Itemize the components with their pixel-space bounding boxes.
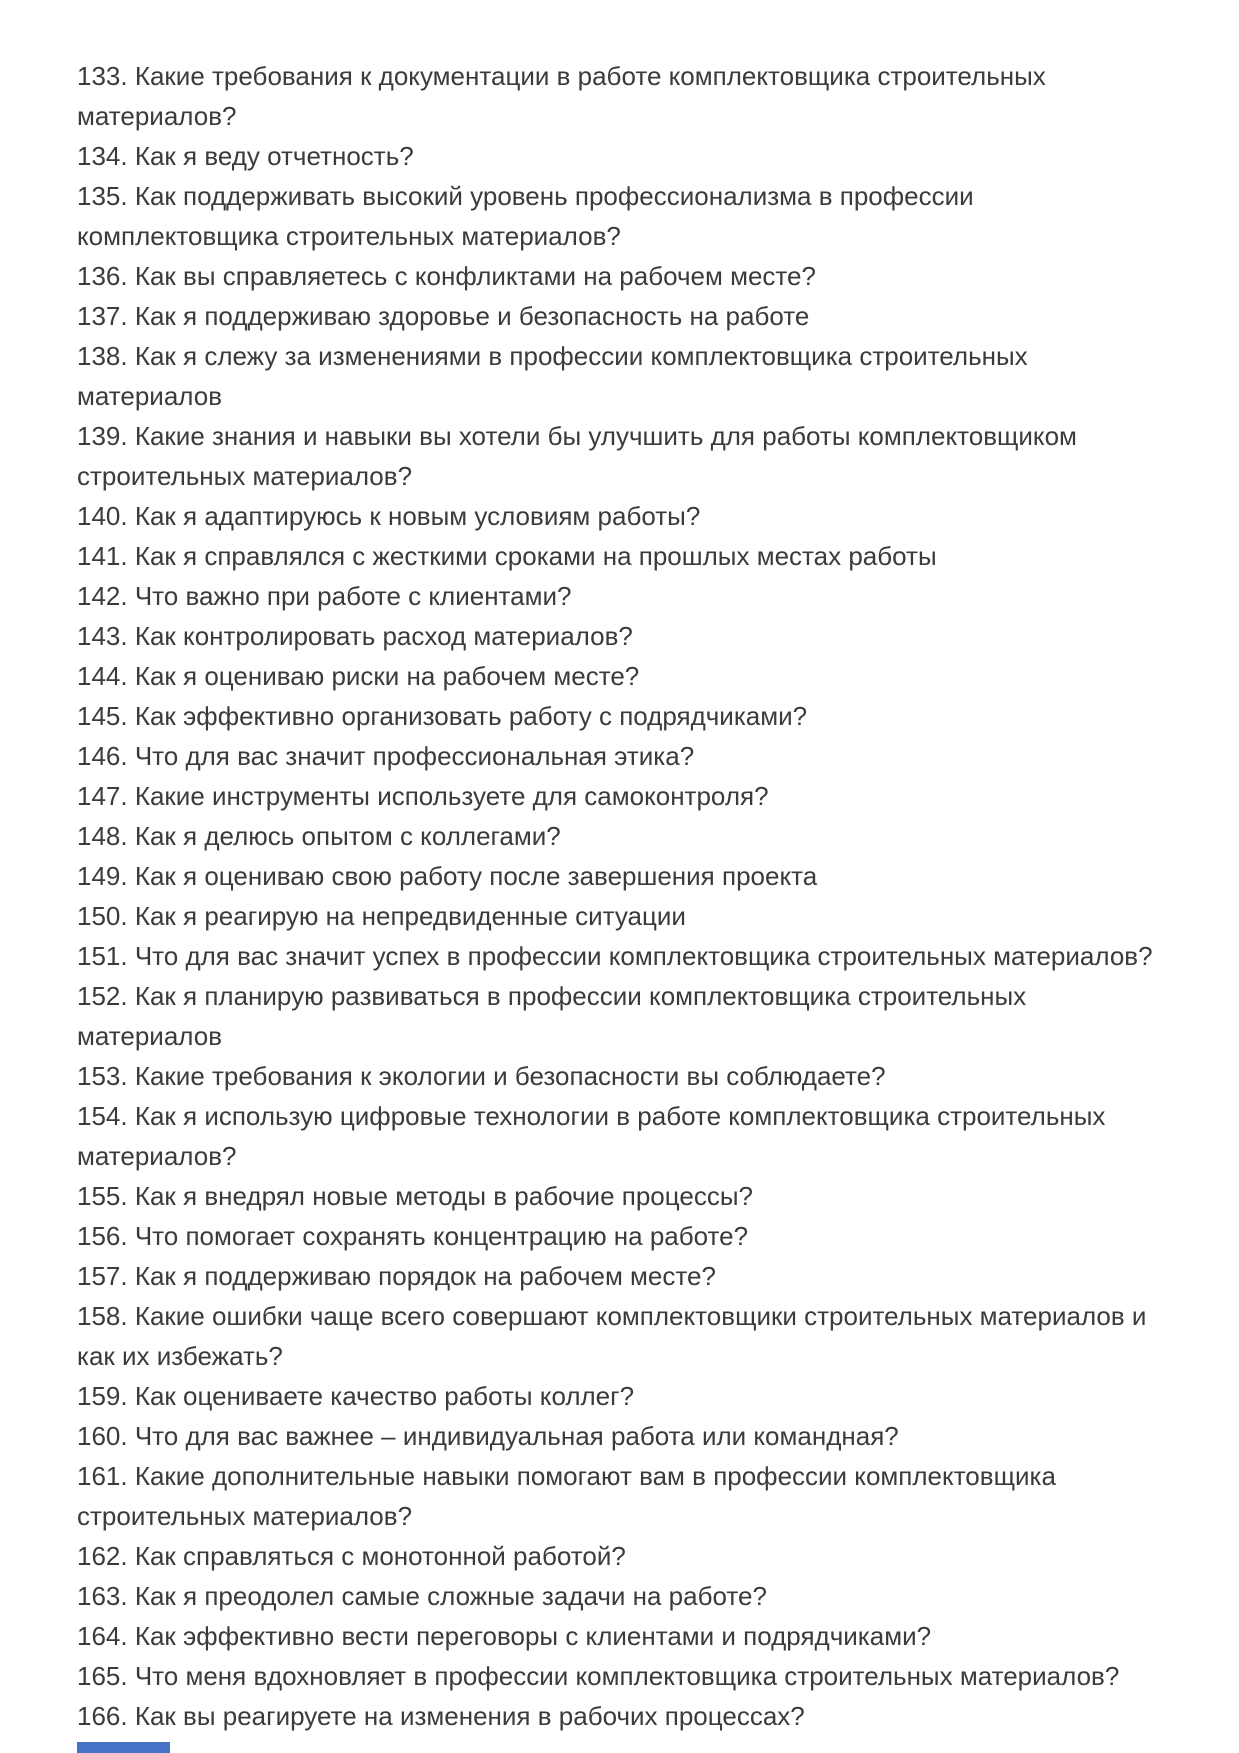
question-item: 133. Какие требования к документации в работе комплектовщика строительных материалов?: [77, 61, 1046, 131]
question-item: 144. Как я оцениваю риски на рабочем месте?: [77, 661, 640, 691]
question-item: 135. Как поддерживать высокий уровень профессионализма в профессии комплектовщика строительных материалов?: [77, 181, 974, 251]
question-item: 148. Как я делюсь опытом с коллегами?: [77, 821, 561, 851]
partial-blue-bar: [77, 1742, 170, 1753]
question-item: 149. Как я оцениваю свою работу после завершения проекта: [77, 861, 818, 891]
question-item: 150. Как я реагирую на непредвиденные ситуации: [77, 901, 686, 931]
question-item: 153. Какие требования к экологии и безопасности вы соблюдаете?: [77, 1061, 886, 1091]
question-item: 157. Как я поддерживаю порядок на рабочем месте?: [77, 1261, 716, 1291]
question-item: 145. Как эффективно организовать работу с подрядчиками?: [77, 701, 808, 731]
question-item: 138. Как я слежу за изменениями в профессии комплектовщика строительных материалов: [77, 341, 1028, 411]
question-item: 140. Как я адаптируюсь к новым условиям работы?: [77, 501, 701, 531]
question-item: 142. Что важно при работе с клиентами?: [77, 581, 572, 611]
question-item: 160. Что для вас важнее – индивидуальная работа или командная?: [77, 1421, 899, 1451]
question-list: [77, 56, 1169, 1736]
question-item: 162. Как справляться с монотонной работой?: [77, 1541, 626, 1571]
question-item: 163. Как я преодолел самые сложные задачи на работе?: [77, 1581, 767, 1611]
question-item: 155. Как я внедрял новые методы в рабочие процессы?: [77, 1181, 753, 1211]
question-item: 166. Как вы реагируете на изменения в рабочих процессах?: [77, 1701, 805, 1731]
question-item: 143. Как контролировать расход материалов?: [77, 621, 633, 651]
question-item: 164. Как эффективно вести переговоры с клиентами и подрядчиками?: [77, 1621, 932, 1651]
question-item: 139. Какие знания и навыки вы хотели бы улучшить для работы комплектовщиком строительных материалов?: [77, 421, 1077, 491]
question-item: 141. Как я справлялся с жесткими сроками на прошлых местах работы: [77, 541, 937, 571]
question-item: 156. Что помогает сохранять концентрацию на работе?: [77, 1221, 749, 1251]
question-item: 158. Какие ошибки чаще всего совершают комплектовщики строительных материалов и как их избежать?: [77, 1301, 1147, 1371]
question-item: 137. Как я поддерживаю здоровье и безопасность на работе: [77, 301, 810, 331]
document-page: [77, 56, 1169, 1736]
question-item: 151. Что для вас значит успех в профессии комплектовщика строительных материалов?: [77, 941, 1153, 971]
question-item: 146. Что для вас значит профессиональная этика?: [77, 741, 695, 771]
question-item: 161. Какие дополнительные навыки помогают вам в профессии комплектовщика строительных материалов?: [77, 1461, 1056, 1531]
question-item: 136. Как вы справляетесь с конфликтами на рабочем месте?: [77, 261, 816, 291]
question-item: 159. Как оцениваете качество работы коллег?: [77, 1381, 635, 1411]
question-item: 134. Как я веду отчетность?: [77, 141, 414, 171]
question-item: 152. Как я планирую развиваться в профессии комплектовщика строительных материалов: [77, 981, 1027, 1051]
question-item: 147. Какие инструменты используете для самоконтроля?: [77, 781, 769, 811]
question-item: 165. Что меня вдохновляет в профессии комплектовщика строительных материалов?: [77, 1661, 1120, 1691]
question-item: 154. Как я использую цифровые технологии в работе комплектовщика строительных материалов?: [77, 1101, 1106, 1171]
